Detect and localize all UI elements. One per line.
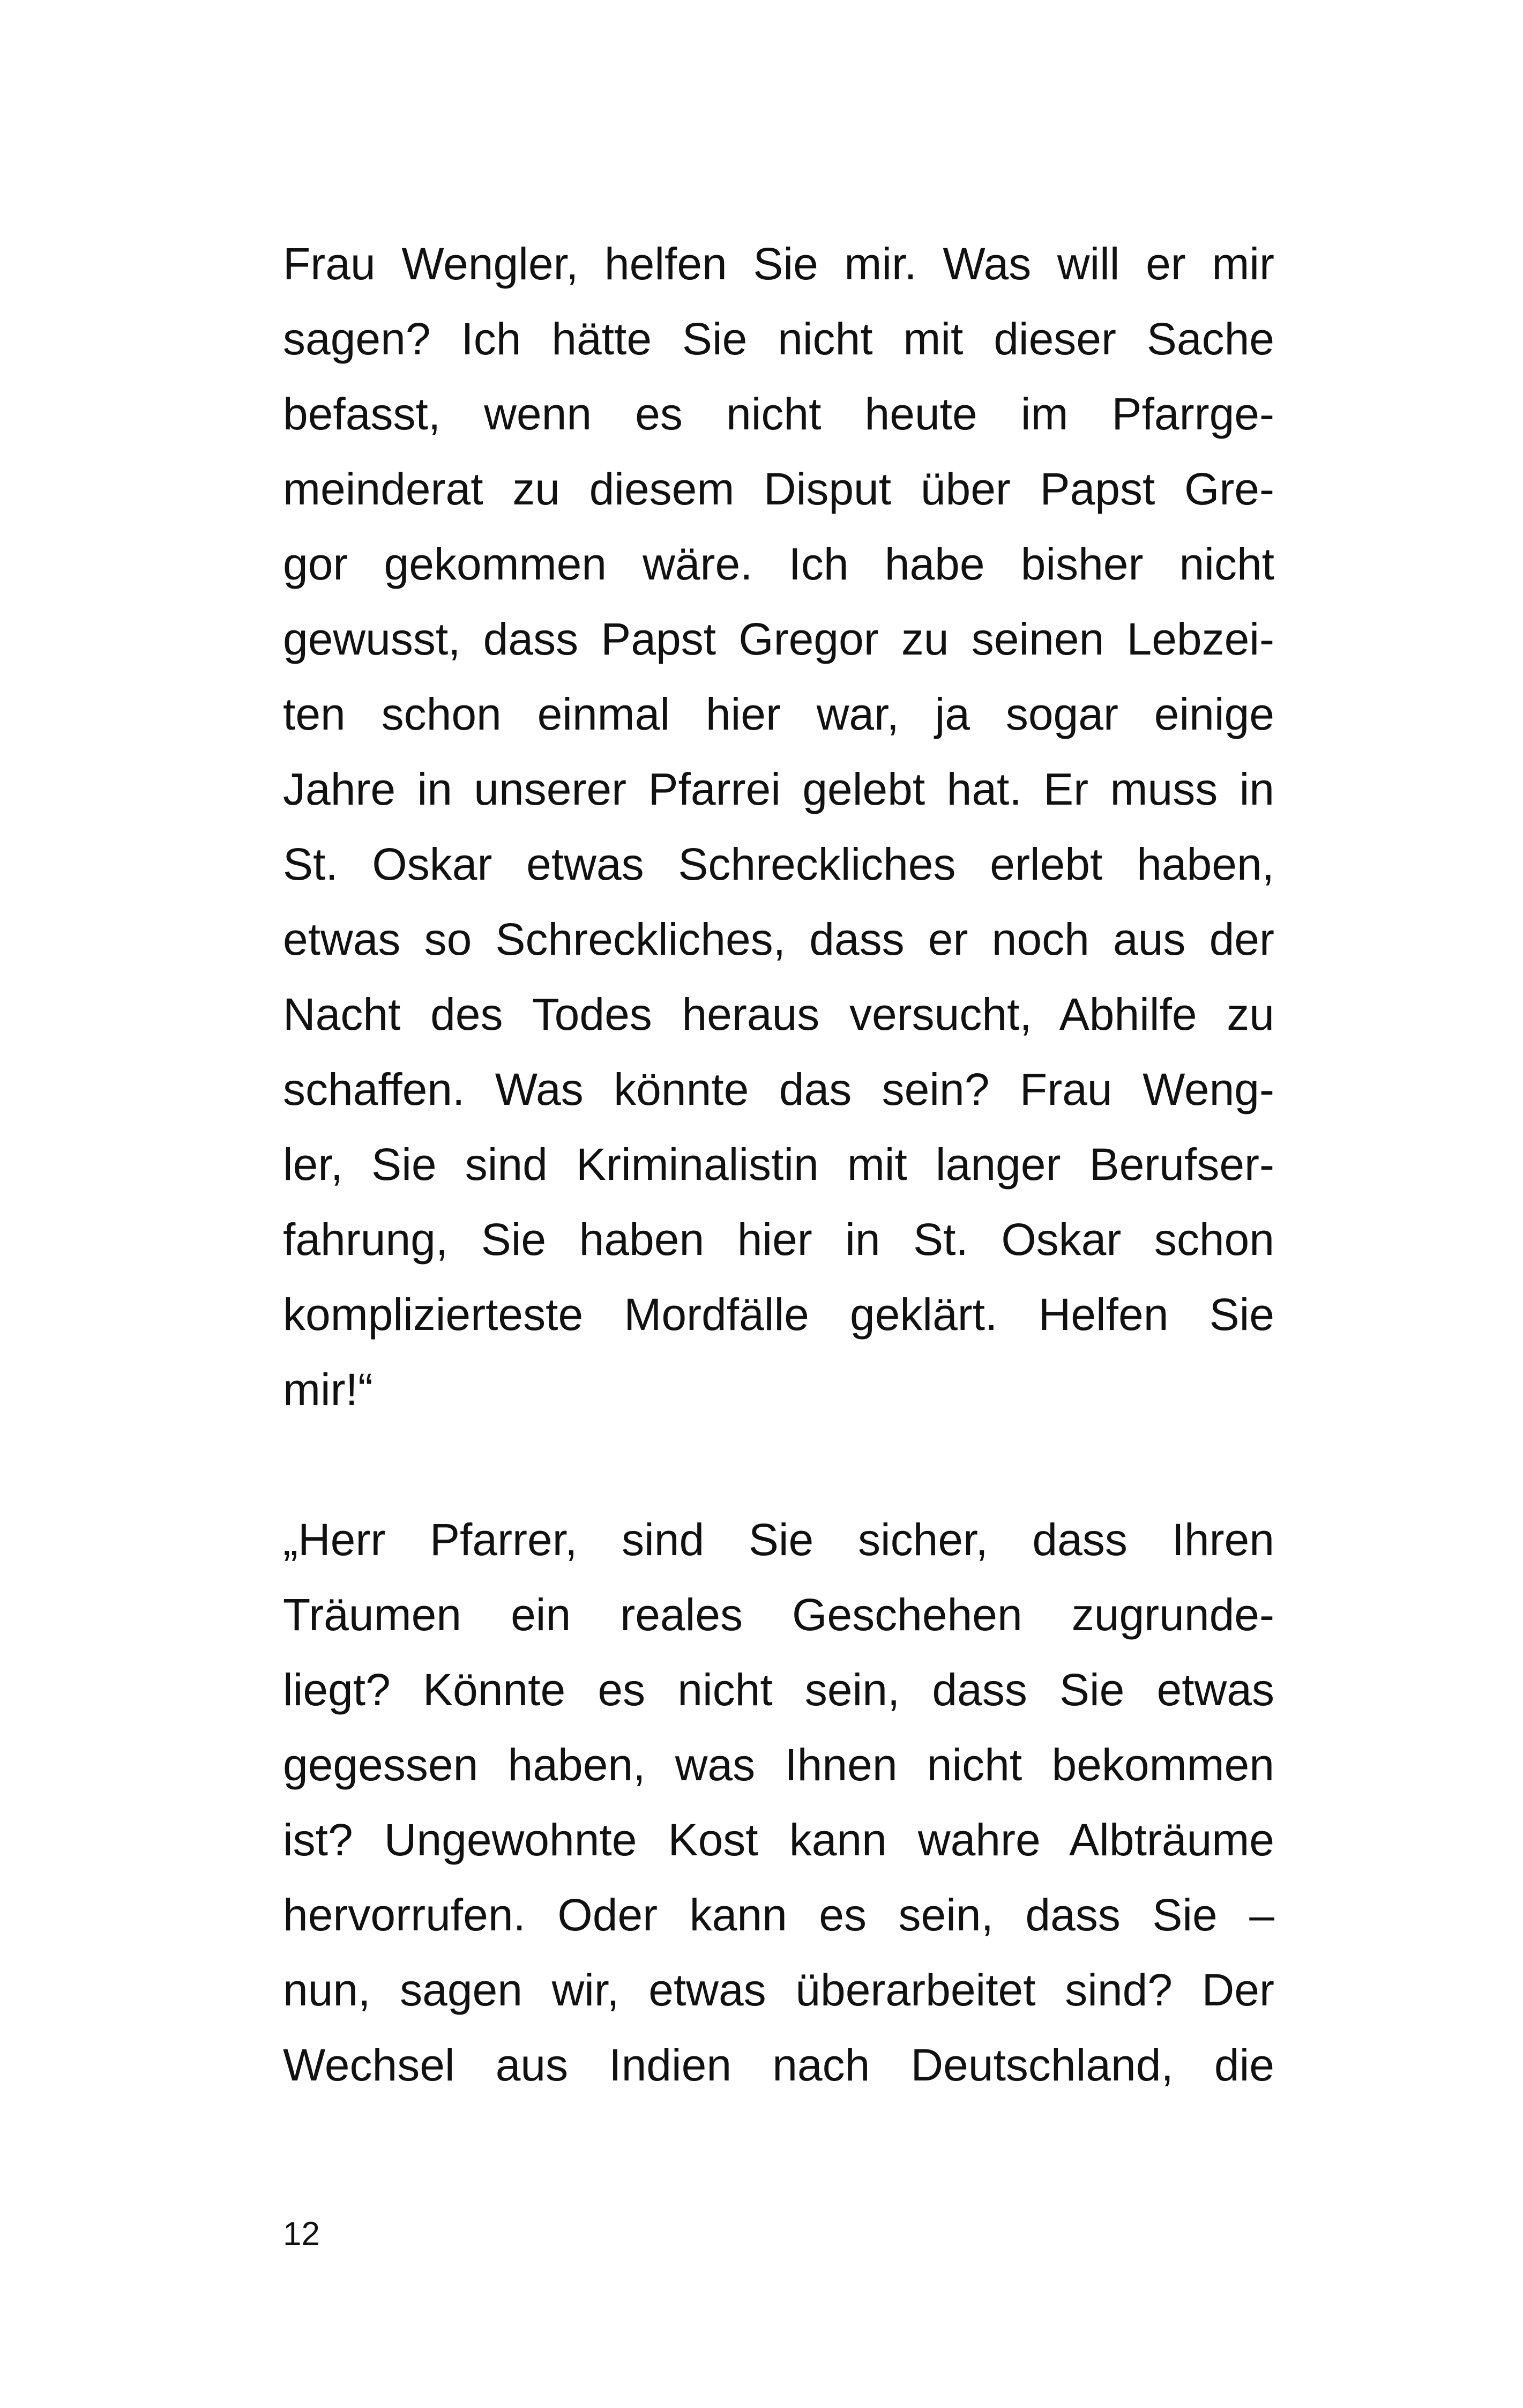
text-line: gewusst, dass Papst Gregor zu seinen Lebzei- bbox=[283, 614, 1274, 664]
text-line: sagen? Ich hätte Sie nicht mit dieser Sache bbox=[283, 314, 1274, 364]
text-line: Nacht des Todes heraus versucht, Abhilfe zu bbox=[283, 989, 1274, 1039]
text-line: Träumen ein reales Geschehen zugrunde- bbox=[283, 1589, 1274, 1640]
text-line: gor gekommen wäre. Ich habe bisher nicht bbox=[283, 539, 1274, 589]
text-line: hervorrufen. Oder kann es sein, dass Sie – bbox=[283, 1890, 1274, 1940]
text-line: befasst, wenn es nicht heute im Pfarrge- bbox=[283, 389, 1274, 439]
text-line: gegessen haben, was Ihnen nicht bekommen bbox=[283, 1740, 1274, 1790]
text-line: ler, Sie sind Kriminalistin mit langer Berufser- bbox=[283, 1139, 1274, 1190]
text-line: ten schon einmal hier war, ja sogar einige bbox=[283, 689, 1274, 739]
text-line: schaffen. Was könnte das sein? Frau Weng- bbox=[283, 1064, 1274, 1114]
text-line: kompliziertestе Mordfälle geklärt. Helfen Sie bbox=[283, 1289, 1274, 1340]
text-line: meinderat zu diesem Disput über Papst Gre- bbox=[283, 464, 1274, 514]
text-line: Frau Wengler, helfen Sie mir. Was will er mir bbox=[283, 239, 1274, 289]
text-line: ist? Ungewohnte Kost kann wahre Albträume bbox=[283, 1815, 1274, 1865]
text-line: nun, sagen wir, etwas überarbeitet sind? Der bbox=[283, 1965, 1274, 2015]
text-line: mir!“ bbox=[283, 1364, 373, 1415]
text-line: etwas so Schreckliches, dass er noch aus der bbox=[283, 914, 1274, 964]
page-number: 12 bbox=[283, 2216, 320, 2253]
text-line: „Herr Pfarrer, sind Sie sicher, dass Ihren bbox=[283, 1514, 1274, 1565]
text-line: St. Oskar etwas Schreckliches erlebt haben, bbox=[283, 839, 1274, 889]
text-line: fahrung, Sie haben hier in St. Oskar schon bbox=[283, 1214, 1274, 1265]
text-line: Wechsel aus Indien nach Deutschland, die bbox=[283, 2040, 1274, 2090]
text-line: liegt? Könnte es nicht sein, dass Sie etwas bbox=[283, 1664, 1274, 1715]
text-line: Jahre in unserer Pfarrei gelebt hat. Er muss in bbox=[283, 764, 1274, 814]
